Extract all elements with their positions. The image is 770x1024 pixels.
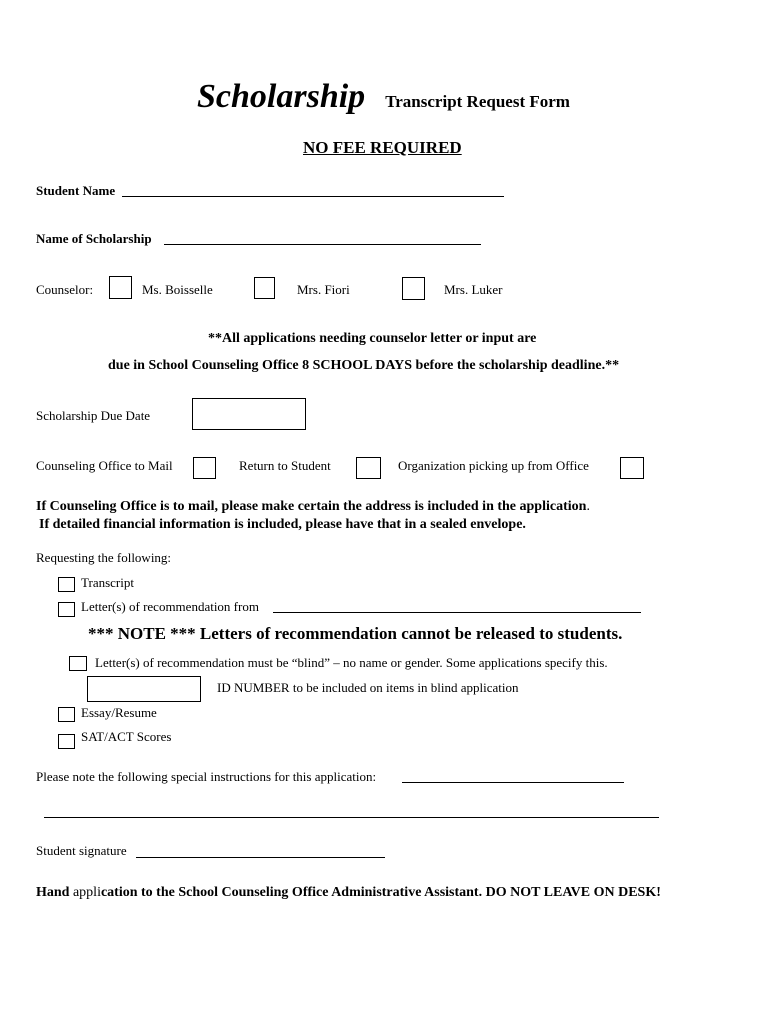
essay-label: Essay/Resume bbox=[81, 705, 157, 720]
blind-label: Letter(s) of recommendation must be “blind” – no name or gender. Some applications specify this. bbox=[95, 655, 608, 670]
footer-bold-2: cation to the School Counseling Office Administrative Assistant. DO NOT LEAVE ON DESK! bbox=[100, 885, 661, 900]
transcript-label: Transcript bbox=[81, 575, 134, 590]
scores-label: SAT/ACT Scores bbox=[81, 729, 172, 744]
blind-checkbox[interactable] bbox=[69, 656, 87, 671]
delivery-mail-checkbox[interactable] bbox=[193, 457, 216, 479]
id-number-field[interactable] bbox=[87, 676, 201, 702]
delivery-student-label: Return to Student bbox=[239, 458, 331, 473]
student-name-field[interactable] bbox=[122, 196, 504, 197]
footer-instruction bbox=[36, 885, 661, 901]
transcript-checkbox[interactable] bbox=[58, 577, 75, 592]
scholarship-name-label: Name of Scholarship bbox=[36, 231, 152, 246]
counselor-label: Counselor: bbox=[36, 282, 94, 297]
footer-bold-1: Hand bbox=[36, 885, 73, 900]
special-instructions-label: Please note the following special instructions for this application: bbox=[36, 769, 377, 784]
scholarship-name-field[interactable] bbox=[164, 244, 481, 245]
notice-line-1: **All applications needing counselor letter or input are bbox=[208, 331, 537, 346]
title-script: Scholarship bbox=[197, 78, 366, 115]
financial-instruction: If detailed financial information is included, please have that in a sealed envelope. bbox=[39, 517, 526, 532]
delivery-mail-label: Counseling Office to Mail bbox=[36, 458, 173, 473]
mail-instruction-period: . bbox=[586, 499, 590, 514]
delivery-org-checkbox[interactable] bbox=[620, 457, 644, 479]
counselor-checkbox-fiori[interactable] bbox=[254, 277, 275, 299]
special-instructions-field[interactable] bbox=[402, 782, 624, 783]
signature-label: Student signature bbox=[36, 843, 127, 858]
mail-instruction bbox=[36, 499, 590, 515]
counselor-option-fiori: Mrs. Fiori bbox=[297, 282, 350, 297]
counselor-option-luker: Mrs. Luker bbox=[444, 282, 503, 297]
counselor-checkbox-boisselle[interactable] bbox=[109, 276, 132, 299]
footer-normal: appli bbox=[72, 885, 101, 900]
title-rest: Transcript Request Form bbox=[385, 92, 570, 111]
id-number-label: ID NUMBER to be included on items in blind application bbox=[217, 680, 519, 695]
notice-line-2: due in School Counseling Office 8 SCHOOL DAYS before the scholarship deadline.** bbox=[108, 358, 620, 373]
scores-checkbox[interactable] bbox=[58, 734, 75, 749]
counselor-option-boisselle: Ms. Boisselle bbox=[142, 282, 213, 297]
due-date-field[interactable] bbox=[192, 398, 306, 430]
essay-checkbox[interactable] bbox=[58, 707, 75, 722]
letters-from-label: Letter(s) of recommendation from bbox=[81, 599, 259, 614]
form-title bbox=[197, 78, 570, 116]
letters-checkbox[interactable] bbox=[58, 602, 75, 617]
special-instructions-field-2[interactable] bbox=[44, 817, 659, 818]
due-date-label: Scholarship Due Date bbox=[36, 408, 151, 423]
delivery-student-checkbox[interactable] bbox=[356, 457, 381, 479]
release-note: *** NOTE *** Letters of recommendation cannot be released to students. bbox=[88, 624, 623, 643]
signature-field[interactable] bbox=[136, 857, 385, 858]
letters-from-field[interactable] bbox=[273, 612, 641, 613]
student-name-label: Student Name bbox=[36, 183, 116, 198]
requesting-label: Requesting the following: bbox=[36, 550, 172, 565]
mail-instruction-text: If Counseling Office is to mail, please make certain the address is included in the application bbox=[36, 499, 587, 514]
counselor-checkbox-luker[interactable] bbox=[402, 277, 425, 300]
delivery-org-label: Organization picking up from Office bbox=[398, 458, 589, 473]
no-fee-heading: NO FEE REQUIRED bbox=[303, 138, 462, 157]
